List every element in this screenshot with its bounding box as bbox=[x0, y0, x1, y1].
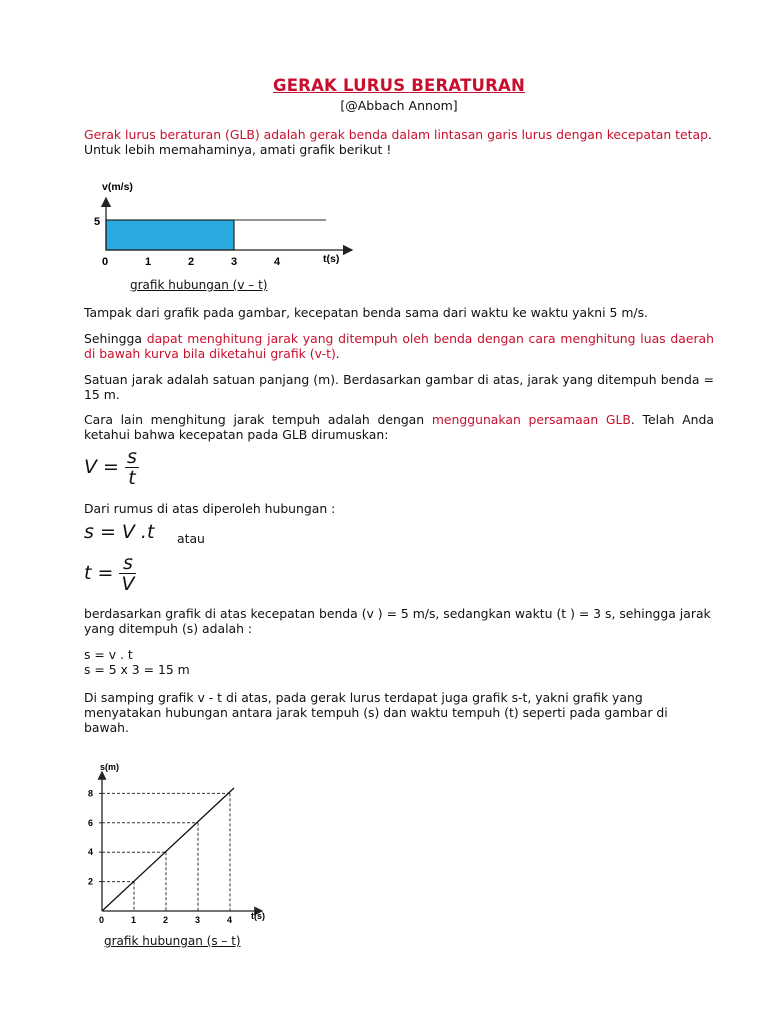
vt-graph bbox=[80, 170, 370, 270]
paragraph-4: Cara lain menghitung jarak tempuh adalah dengan menggunakan persamaan GLB. Telah Anda ketahui bahwa kecepatan pada GLB dirumuskan: bbox=[84, 412, 714, 442]
paragraph-2: Sehingga dapat menghitung jarak yang ditempuh oleh benda dengan cara menghitung luas daerah di bawah kurva bila diketahui grafik (v-t). bbox=[84, 331, 714, 361]
st-x-tick-0: 0 bbox=[99, 915, 105, 925]
st-x-ticks bbox=[99, 915, 232, 925]
intro-definition: Gerak lurus beraturan (GLB) adalah gerak benda dalam lintasan garis lurus dengan kecepatan tetap bbox=[84, 127, 708, 142]
paragraph-6: berdasarkan grafik di atas kecepatan benda (v ) = 5 m/s, sedangkan waktu (t ) = 3 s, sehingga jarak yang ditempuh (s) adalah : bbox=[84, 606, 711, 636]
intro-instruction: . Untuk lebih memahaminya, amati grafik berikut ! bbox=[84, 127, 712, 157]
st-x-tick-4: 4 bbox=[227, 915, 233, 925]
calc-line-2: s = 5 x 3 = 15 m bbox=[84, 662, 190, 677]
st-y-tick-8: 8 bbox=[88, 788, 94, 799]
paragraph-3: Satuan jarak adalah satuan panjang (m). Berdasarkan gambar di atas, jarak yang ditempuh benda = 15 m. bbox=[84, 372, 714, 402]
equation-velocity: V = $\frac{s}{t}$ bbox=[84, 446, 137, 489]
vt-x-label: t(s) bbox=[323, 253, 340, 265]
equation-or: atau bbox=[177, 531, 205, 546]
paragraph-5: Dari rumus di atas diperoleh hubungan : bbox=[84, 501, 336, 516]
st-x-tick-3: 3 bbox=[195, 915, 201, 925]
st-x-tick-2: 2 bbox=[163, 915, 169, 925]
page-title: GERAK LURUS BERATURAN bbox=[272, 76, 526, 95]
st-graph bbox=[80, 758, 280, 930]
vt-x-tick-1: 1 bbox=[145, 256, 152, 268]
vt-x-tick-3: 3 bbox=[231, 256, 238, 268]
st-y-tick-6: 6 bbox=[88, 817, 94, 828]
author: [@Abbach Annom] bbox=[340, 98, 458, 113]
vt-area bbox=[106, 220, 234, 250]
vt-y-tick: 5 bbox=[94, 216, 101, 228]
vt-x-tick-2: 2 bbox=[188, 256, 195, 268]
paragraph-1: Tampak dari grafik pada gambar, kecepatan benda sama dari waktu ke waktu yakni 5 m/s. bbox=[84, 305, 648, 320]
vt-x-tick-4: 4 bbox=[274, 256, 281, 268]
vt-y-label: v(m/s) bbox=[102, 181, 133, 193]
st-x-label: t(s) bbox=[251, 911, 265, 921]
st-y-tick-4: 4 bbox=[88, 847, 94, 858]
intro-paragraph bbox=[84, 127, 714, 157]
st-caption: grafik hubungan (s – t) bbox=[104, 934, 241, 948]
calc-line-1: s = v . t bbox=[84, 647, 133, 662]
paragraph-7: Di samping grafik v - t di atas, pada gerak lurus terdapat juga grafik s-t, yakni grafik yang menyatakan hubungan antara jarak tempuh (s) dan waktu tempuh (t) seperti pada gambar di bawah. bbox=[84, 690, 668, 735]
equation-time: t = $\frac{s}{V}$ bbox=[84, 552, 135, 595]
st-x-tick-1: 1 bbox=[131, 915, 137, 925]
vt-caption: grafik hubungan (v – t) bbox=[130, 278, 268, 292]
st-y-label: s(m) bbox=[100, 762, 120, 772]
st-y-tick-2: 2 bbox=[88, 876, 94, 887]
st-y-ticks bbox=[88, 788, 102, 886]
st-line bbox=[102, 788, 234, 911]
vt-x-ticks bbox=[102, 256, 281, 268]
equation-distance: s = V .t bbox=[84, 521, 155, 543]
vt-x-tick-0: 0 bbox=[102, 256, 109, 268]
